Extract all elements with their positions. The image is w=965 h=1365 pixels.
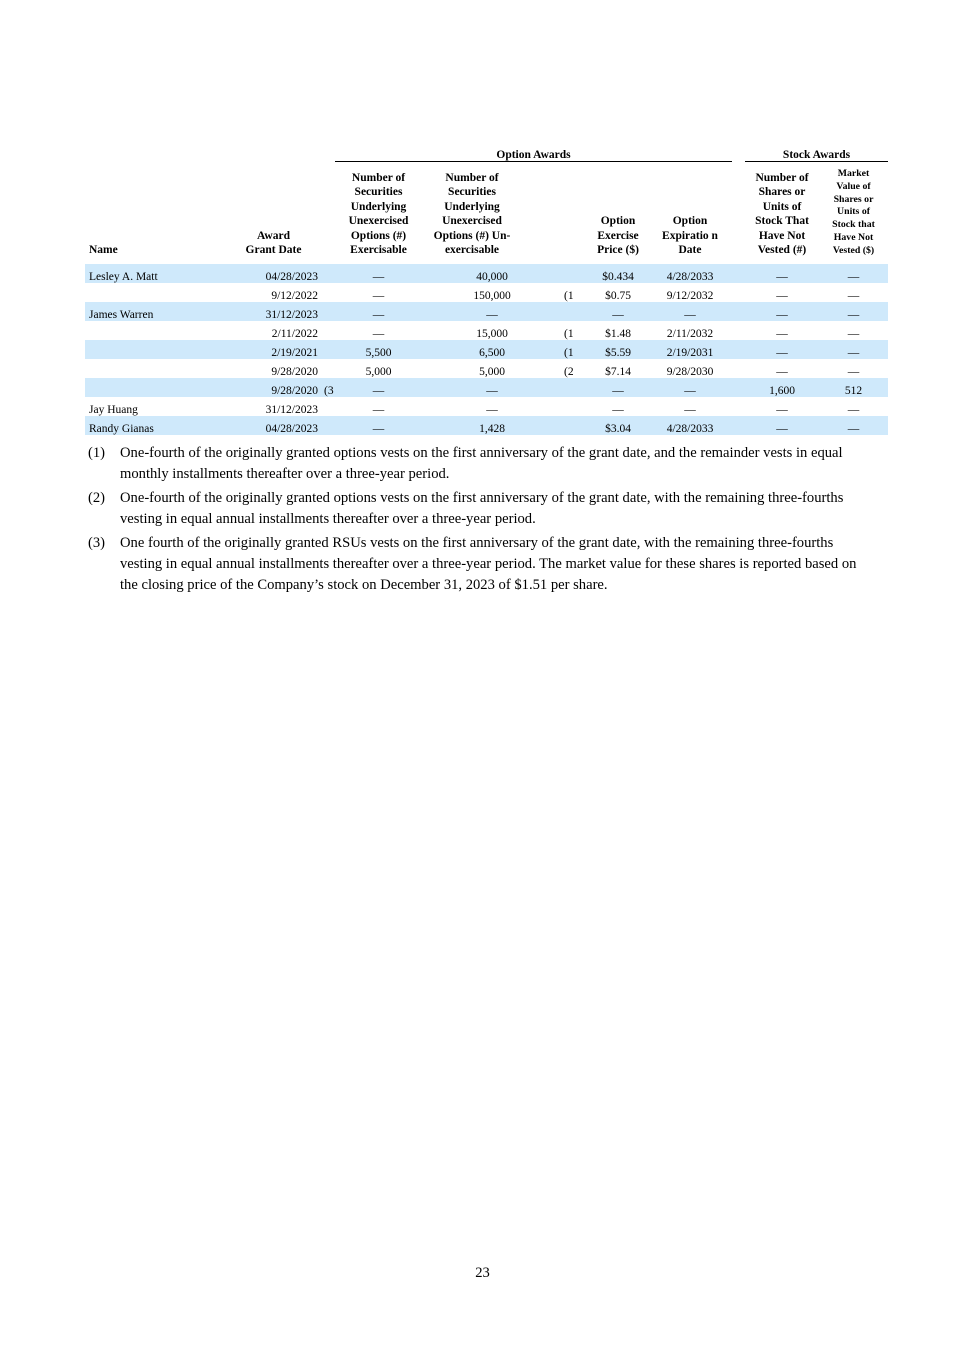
footnote — [85, 533, 870, 596]
cell-grant-date: 31/12/2023 — [265, 403, 318, 416]
cell-expiration-date: 4/28/2033 — [648, 416, 732, 435]
cell-market-value: — — [819, 416, 888, 435]
cell-name: Jay Huang — [89, 403, 138, 416]
cell-grant-footnote-ref — [322, 283, 335, 302]
cell-spacer — [732, 416, 745, 435]
cell-unexercisable: — — [422, 302, 562, 321]
cell-exercisable: — — [335, 264, 422, 283]
footnote-text: One-fourth of the originally granted options vests on the first anniversary of the grant date, with the remaining three-fourths vesting in equal annual installments thereafter over a three-year period. — [120, 490, 844, 527]
col-name: Name — [89, 244, 118, 257]
cell-exercisable: 5,000 — [365, 365, 392, 378]
cell-exercisable: — — [372, 289, 385, 302]
table-row — [85, 378, 888, 397]
col-grant-date: Award Grant Date — [245, 229, 302, 257]
table-row — [85, 416, 888, 435]
cell-grant-date: 2/19/2021 — [225, 340, 322, 359]
cell-market-value: 512 — [819, 378, 888, 397]
cell-expiration-date: 9/28/2030 — [666, 365, 714, 378]
cell-footnote-ref — [562, 264, 588, 283]
cell-spacer — [732, 264, 745, 283]
cell-name — [85, 283, 225, 302]
cell-grant-footnote-ref — [322, 340, 335, 359]
cell-unexercisable: 6,500 — [422, 340, 562, 359]
cell-expiration-date: — — [648, 378, 732, 397]
cell-exercise-price: $0.434 — [588, 264, 648, 283]
cell-shares-not-vested: — — [776, 365, 788, 378]
footnote-number: (3) — [88, 535, 106, 551]
cell-expiration-date: 2/11/2032 — [666, 327, 714, 340]
table-row — [85, 359, 888, 378]
cell-name: Randy Gianas — [85, 416, 225, 435]
table-row — [85, 397, 888, 416]
cell-unexercisable: 15,000 — [476, 327, 508, 340]
option-awards-header: Option Awards — [335, 147, 732, 162]
cell-exercise-price: $0.75 — [605, 289, 631, 302]
cell-exercisable: — — [372, 403, 385, 416]
cell-grant-footnote-ref — [322, 416, 335, 435]
cell-footnote-ref — [562, 302, 588, 321]
cell-unexercisable: — — [486, 403, 498, 416]
footnote-text: One-fourth of the originally granted options vests on the first anniversary of the grant date, and the remainder vests in equal monthly installments thereafter over a three-year period. — [120, 445, 843, 482]
cell-shares-not-vested: — — [776, 403, 788, 416]
footnote-number: (1) — [88, 445, 106, 461]
cell-exercise-price: — — [588, 302, 648, 321]
cell-grant-footnote-ref — [322, 321, 335, 340]
table-row — [85, 321, 888, 340]
cell-spacer — [732, 397, 745, 416]
cell-shares-not-vested: — — [745, 264, 819, 283]
cell-exercise-price: — — [612, 403, 624, 416]
cell-exercisable: — — [372, 327, 385, 340]
cell-unexercisable: 1,428 — [422, 416, 562, 435]
cell-market-value: — — [847, 289, 860, 302]
table-row — [85, 302, 888, 321]
cell-expiration-date: — — [648, 302, 732, 321]
cell-unexercisable: 150,000 — [473, 289, 511, 302]
cell-shares-not-vested: — — [745, 340, 819, 359]
cell-grant-date: 9/12/2022 — [271, 289, 318, 302]
cell-footnote-ref — [562, 378, 588, 397]
cell-footnote-ref: (1 — [562, 340, 588, 359]
footnotes — [85, 443, 870, 599]
cell-exercise-price: — — [588, 378, 648, 397]
cell-grant-footnote-ref — [322, 397, 335, 416]
cell-spacer — [732, 340, 745, 359]
cell-exercise-price: $7.14 — [605, 365, 631, 378]
cell-market-value: — — [847, 403, 860, 416]
cell-shares-not-vested: — — [776, 327, 788, 340]
cell-exercise-price: $3.04 — [588, 416, 648, 435]
cell-shares-not-vested: 1,600 — [745, 378, 819, 397]
cell-name — [85, 321, 225, 340]
cell-spacer — [732, 302, 745, 321]
col-price: Option Exercise Price ($) — [597, 215, 639, 257]
cell-market-value: — — [847, 327, 860, 340]
cell-market-value: — — [847, 365, 860, 378]
cell-footnote-ref — [562, 397, 588, 416]
cell-expiration-date: 4/28/2033 — [648, 264, 732, 283]
cell-name: Lesley A. Matt — [85, 264, 225, 283]
footnote-number: (2) — [88, 490, 106, 506]
cell-shares-not-vested: — — [776, 289, 788, 302]
cell-grant-date: 9/28/2020 — [271, 365, 318, 378]
cell-market-value: — — [819, 264, 888, 283]
footnote — [85, 488, 870, 530]
cell-unexercisable: 40,000 — [422, 264, 562, 283]
col-shares-not-vested: Number of Shares or Units of Stock That Have Not Vested (#) — [755, 171, 809, 257]
cell-footnote-ref: (2 — [564, 365, 574, 378]
cell-grant-footnote-ref — [322, 302, 335, 321]
cell-exercisable: — — [335, 416, 422, 435]
cell-expiration-date: — — [684, 403, 696, 416]
cell-name — [85, 378, 225, 397]
col-expiration: Option Expiratio n Date — [662, 215, 718, 257]
cell-exercisable: — — [335, 378, 422, 397]
cell-grant-date: 2/11/2022 — [271, 327, 318, 340]
col-exercisable: Number of Securities Underlying Unexercised Options (#) Exercisable — [348, 171, 409, 257]
cell-spacer — [732, 359, 745, 378]
cell-exercisable: 5,500 — [335, 340, 422, 359]
cell-name — [85, 359, 225, 378]
footnote-text: One fourth of the originally granted RSUs vests on the first anniversary of the grant date, with the remaining three-fourths vesting in equal annual installments thereafter over a three-year period. The market value for these shares is reported based on the closing price of the Company’s stock on December 31, 2023 of $1.51 per share. — [120, 535, 857, 593]
cell-grant-footnote-ref — [322, 264, 335, 283]
cell-exercisable: — — [335, 302, 422, 321]
cell-grant-date: 31/12/2023 — [225, 302, 322, 321]
col-market-value: Market Value of Shares or Units of Stock that Have Not Vested ($) — [832, 168, 875, 256]
page-number: 23 — [475, 1265, 490, 1281]
outstanding-awards-table — [85, 147, 888, 435]
cell-shares-not-vested: — — [745, 302, 819, 321]
cell-grant-date: 04/28/2023 — [225, 416, 322, 435]
cell-name: James Warren — [85, 302, 225, 321]
table-row — [85, 264, 888, 283]
cell-footnote-ref: (1 — [564, 289, 574, 302]
cell-exercise-price: $1.48 — [605, 327, 631, 340]
cell-unexercisable: 5,000 — [479, 365, 505, 378]
cell-grant-footnote-ref — [322, 359, 335, 378]
cell-grant-date: 9/28/2020 — [225, 378, 322, 397]
cell-footnote-ref — [562, 416, 588, 435]
cell-grant-footnote-ref: (3 — [322, 378, 335, 397]
cell-market-value: — — [819, 302, 888, 321]
table-row — [85, 283, 888, 302]
cell-spacer — [732, 283, 745, 302]
cell-footnote-ref: (1 — [564, 327, 574, 340]
cell-spacer — [732, 378, 745, 397]
col-unexercisable: Number of Securities Underlying Unexercised Options (#) Un-exercisable — [433, 171, 511, 257]
footnote — [85, 443, 870, 485]
stock-awards-header: Stock Awards — [745, 147, 888, 162]
cell-grant-date: 04/28/2023 — [225, 264, 322, 283]
cell-name — [85, 340, 225, 359]
cell-unexercisable: — — [422, 378, 562, 397]
cell-shares-not-vested: — — [745, 416, 819, 435]
cell-expiration-date: 2/19/2031 — [648, 340, 732, 359]
cell-market-value: — — [819, 340, 888, 359]
cell-exercise-price: $5.59 — [588, 340, 648, 359]
cell-spacer — [732, 321, 745, 340]
cell-expiration-date: 9/12/2032 — [666, 289, 714, 302]
table-row — [85, 340, 888, 359]
